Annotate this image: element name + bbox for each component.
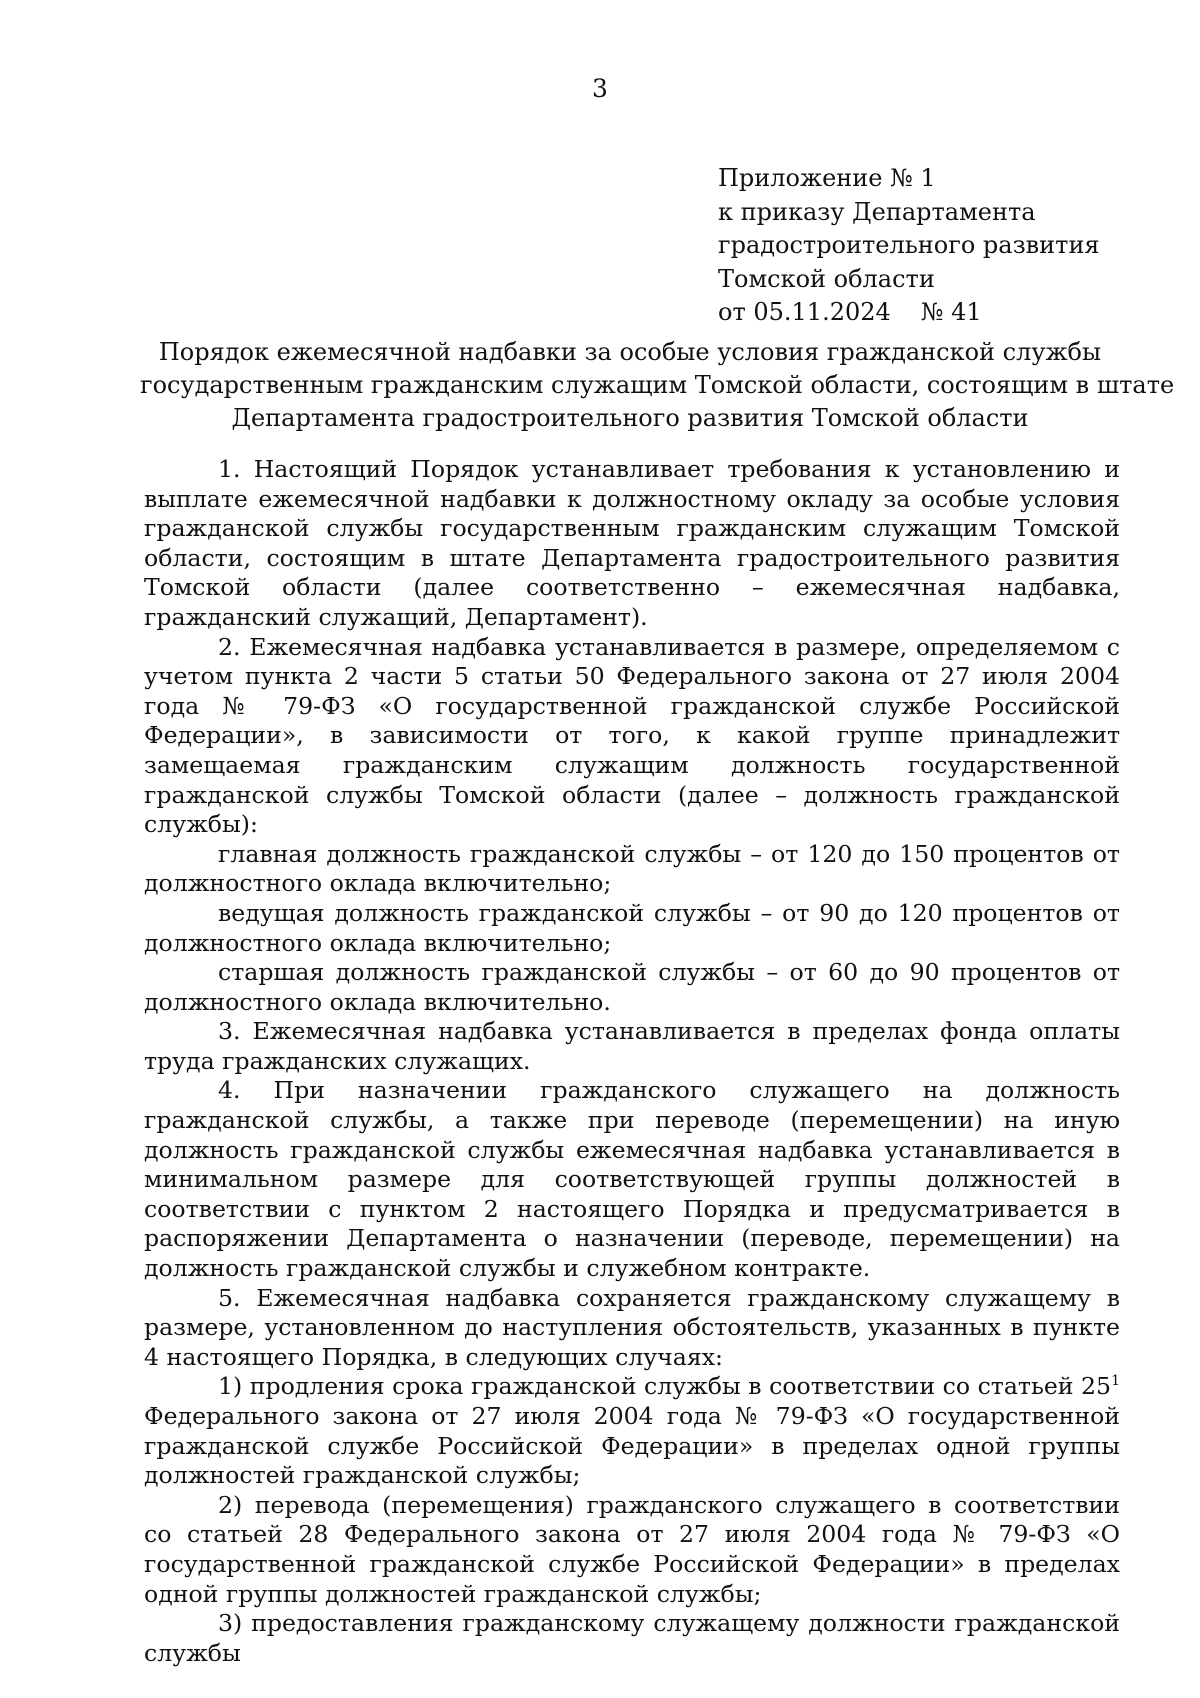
paragraph-5-item-2: 2) перевода (перемещения) гражданского служащего в соответствии со статьей 28 Федерального закона от 27 июля 2004 года № 79-ФЗ «О государственной гражданской службе Российской Федерации» в пределах одной группы должностей гражданской службы; xyxy=(144,1490,1120,1608)
paragraph-2: 2. Ежемесячная надбавка устанавливается в размере, определяемом с учетом пункта 2 части 5 статьи 50 Федерального закона от 27 июля 2004 года № 79-ФЗ «О государственной гражданской службе Российской Федерации», в зависимости от того, к какой группе принадлежит замещаемая гражданским служащим должность государственной гражданской службы Томской области (далее – должность гражданской службы): xyxy=(144,632,1120,839)
annex-number: № 41 xyxy=(920,298,982,326)
paragraph-1: 1. Настоящий Порядок устанавливает требования к установлению и выплате ежемесячной надбавки к должностному окладу за особые условия гражданской службы государственным гражданским служащим Томской области, состоящим в штате Департамента градостроительного развития Томской области (далее соответственно – ежемесячная надбавка, гражданский служащий, Департамент). xyxy=(144,455,1120,631)
annex-line-title: Приложение № 1 xyxy=(718,164,936,192)
paragraph-5-item-1-end: Федерального закона от 27 июля 2004 года № 79-ФЗ «О государственной гражданской службе Российской Федерации» в пределах одной группы должностей гражданской службы; xyxy=(144,1402,1120,1490)
paragraph-2-main-position: главная должность гражданской службы – от 120 до 150 процентов от должностного оклада включительно; xyxy=(144,839,1120,898)
paragraph-2-senior-position: старшая должность гражданской службы – от 60 до 90 процентов от должностного оклада включительно. xyxy=(144,958,1120,1016)
paragraph-5-item-1 xyxy=(144,1372,1120,1490)
annex-line-department: градостроительного развития xyxy=(718,231,1100,259)
document-body xyxy=(144,455,1120,1668)
annex-block xyxy=(718,162,1100,330)
article-superscript: 1 xyxy=(1111,1373,1120,1390)
annex-date: от 05.11.2024 xyxy=(718,298,891,326)
paragraph-5-item-3: 3) предоставления гражданскому служащему должности гражданской службы xyxy=(144,1609,1120,1667)
paragraph-3: 3. Ежемесячная надбавка устанавливается в пределах фонда оплаты труда гражданских служащих. xyxy=(144,1017,1120,1075)
annex-line-order: к приказу Департамента xyxy=(718,197,1036,226)
title-line-1: Порядок ежемесячной надбавки за особые условия гражданской службы xyxy=(158,338,1102,366)
paragraph-2-leading-position: ведущая должность гражданской службы – от 90 до 120 процентов от должностного оклада включительно; xyxy=(144,898,1120,957)
title-line-3: Департамента градостроительного развития Томской области xyxy=(231,404,1029,432)
page-number: 3 xyxy=(592,74,608,103)
annex-line-region: Томской области xyxy=(718,264,935,293)
paragraph-5-item-1-start: 1) продления срока гражданской службы в соответствии со статьей 25 xyxy=(218,1372,1112,1401)
annex-line-date xyxy=(718,296,1100,330)
document-title xyxy=(140,336,1175,435)
paragraph-4: 4. При назначении гражданского служащего на должность гражданской службы, а также при переводе (перемещении) на иную должность гражданской службы ежемесячная надбавка устанавливается в минимальном размере для соответствующей группы должностей в соответствии с пунктом 2 настоящего Порядка и предусматривается в распоряжении Департамента о назначении (переводе, перемещении) на должность гражданской службы и служебном контракте. xyxy=(144,1076,1120,1283)
title-line-2: государственным гражданским служащим Томской области, состоящим в штате xyxy=(140,371,1175,399)
paragraph-5: 5. Ежемесячная надбавка сохраняется гражданскому служащему в размере, установленном до наступления обстоятельств, указанных в пункте 4 настоящего Порядка, в следующих случаях: xyxy=(144,1283,1120,1371)
